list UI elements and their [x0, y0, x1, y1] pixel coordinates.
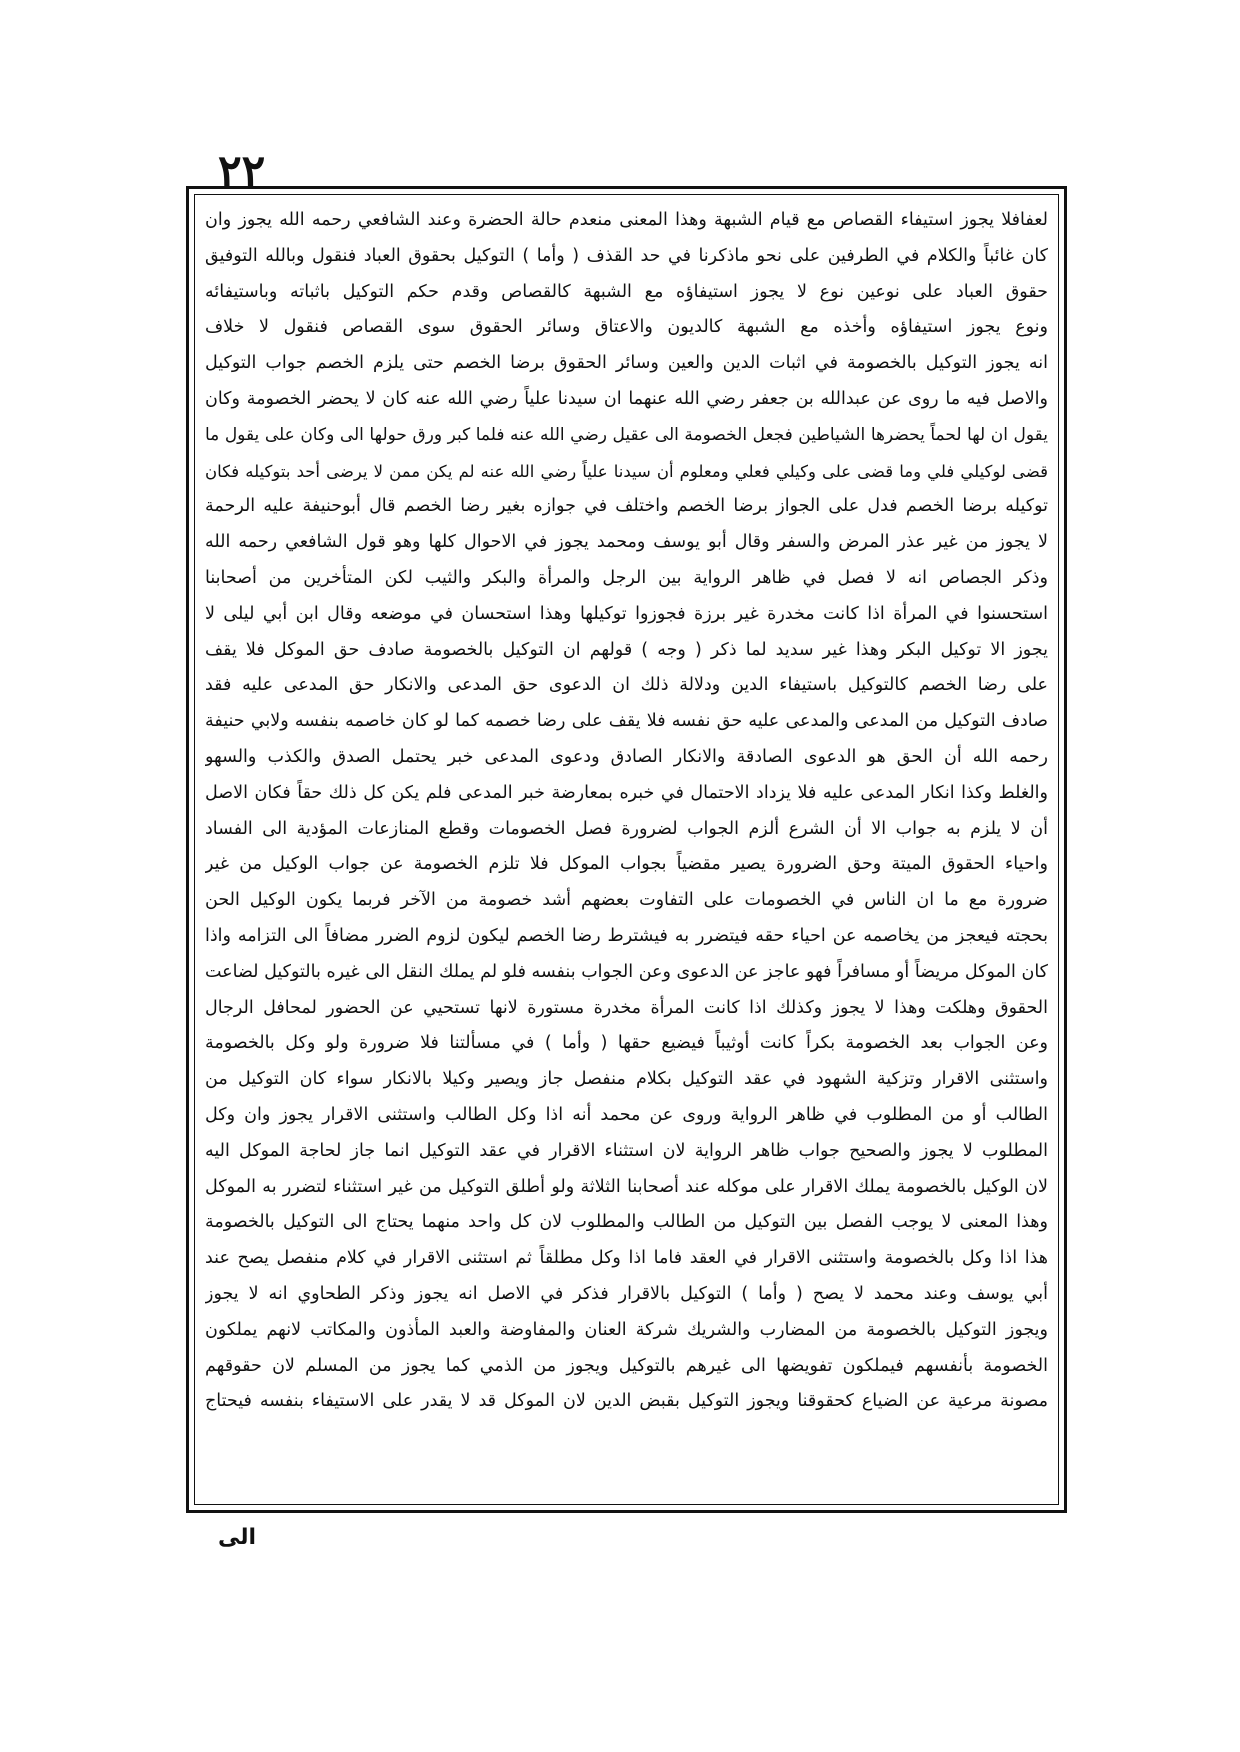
- text-line: كان غائباً والكلام في الطرفين على نحو ماذكرنا في حد القذف ( وأما ) التوكيل بحقوق العباد فنقول وبالله التوفيق: [205, 245, 1048, 266]
- text-line: رحمه الله أن الحق هو الدعوى الصادقة والانكار الصادق ودعوى المدعى خبر يحتمل الصدق والكذب والسهو: [205, 746, 1048, 767]
- text-line: أبي يوسف وعند محمد لا يصح ( وأما ) التوكيل بالاقرار فذكر في الاصل انه يجوز وذكر الطحاوي انه لا يجوز: [205, 1283, 1048, 1304]
- text-line: أن لا يلزم به جواب الا أن الشرع ألزم الجواب لضرورة فصل الخصومات وقطع المنازعات المؤدية الى الفساد: [205, 818, 1048, 839]
- body-text: [205, 203, 1048, 1420]
- text-line: استحسنوا في المرأة اذا كانت مخدرة غير برزة فجوزوا توكيلها وهذا استحسان في موضعه وقال ابن أبي ليلى لا: [205, 603, 1048, 624]
- text-line: واستثنى الاقرار وتزكية الشهود في عقد التوكيل بكلام منفصل جاز ويصير وكيلا بالانكار سواء كان التوكيل من: [205, 1069, 1048, 1090]
- text-line: لان الوكيل بالخصومة يملك الاقرار على موكله عند أصحابنا الثلاثة ولو أطلق التوكيل من غير استثناء لتضرر به الموكل: [205, 1176, 1048, 1197]
- text-line: وذكر الجصاص انه لا فصل في ظاهر الرواية بين الرجل والمرأة والبكر والثيب لكن المتأخرين من أصحابنا: [205, 567, 1048, 588]
- text-line: الحقوق وهلكت وهذا لا يجوز وكذلك اذا كانت المرأة مخدرة مستورة لانها تستحيي عن الحضور لمحافل الرجال: [205, 997, 1048, 1018]
- text-line: ونوع يجوز استيفاؤه وأخذه مع الشبهة كالديون والاعتاق وسائر الحقوق سوى القصاص فنقول لا خلاف: [205, 317, 1048, 338]
- text-line: بحجته فيعجز من يخاصمه عن احياء حقه فيتضرر به فيشترط رضا الخصم ليكون لزوم الضرر مضافاً الى التزامه واذا: [205, 925, 1048, 946]
- page-number: ٢٢: [218, 146, 266, 197]
- text-line: ضرورة مع ما ان الناس في الخصومات على التفاوت بعضهم أشد خصومة من الآخر فربما يكون الوكيل الحن: [205, 890, 1048, 911]
- text-frame: [186, 186, 1067, 1513]
- text-line: انه يجوز التوكيل بالخصومة في اثبات الدين والعين وسائر الحقوق برضا الخصم حتى يلزم الخصم جواب التوكيل: [205, 353, 1048, 374]
- text-line: المطلوب لا يجوز والصحيح جواب ظاهر الرواية لان استثناء الاقرار في عقد التوكيل انما جاز لحاجة الموكل اليه: [205, 1140, 1048, 1161]
- text-line: والاصل فيه ما روى عن عبدالله بن جعفر رضي الله عنهما ان سيدنا علياً رضي الله عنه كان لا يحضر الخصومة وكان: [205, 388, 1048, 409]
- text-frame-inner: [194, 194, 1059, 1505]
- text-line: ويجوز التوكيل بالخصومة من المضارب والشريك شركة العنان والمفاوضة والعبد المأذون والمكاتب لانهم يملكون: [205, 1319, 1048, 1340]
- text-line: على رضا الخصم كالتوكيل باستيفاء الدين ودلالة ذلك ان الدعوى حق المدعى والانكار حق المدعى عليه فقد: [205, 675, 1048, 696]
- text-line: هذا اذا وكل بالخصومة واستثنى الاقرار في العقد فاما اذا وكل مطلقاً ثم استثنى الاقرار في كلام منفصل يصح عند: [205, 1248, 1048, 1269]
- text-line: واحياء الحقوق الميتة وحق الضرورة يصير مقضياً بجواب الموكل فلا تلزم الخصومة عن جواب الوكيل من غير: [205, 854, 1048, 875]
- text-line: كان الموكل مريضاً أو مسافراً فهو عاجز عن الدعوى وعن الجواب بنفسه فلو لم يملك النقل الى غيره بالتوكيل لضاعت: [205, 961, 1048, 982]
- text-line: والغلط وكذا انكار المدعى عليه فلا يزداد الاحتمال في خبره بمعارضة خبر المدعى فلم يكن كل ذلك حقاً فكان الاصل: [205, 782, 1048, 803]
- text-line: توكيله برضا الخصم فدل على الجواز برضا الخصم واختلف في جوازه بغير رضا الخصم قال أبوحنيفة عليه الرحمة: [205, 496, 1048, 517]
- text-line: يجوز الا توكيل البكر وهذا غير سديد لما ذكر ( وجه ) قولهم ان التوكيل بالخصومة صادف حق الموكل فلا يقف: [205, 639, 1048, 660]
- text-line: الخصومة بأنفسهم فيملكون تفويضها الى غيرهم بالتوكيل ويجوز من الذمي كما يجوز من المسلم لان حقوقهم: [205, 1355, 1048, 1376]
- text-line: لعفافلا يجوز استيفاء القصاص مع قيام الشبهة وهذا المعنى منعدم حالة الحضرة وعند الشافعي رحمه الله يجوز وان: [205, 210, 1048, 230]
- text-line: صادف التوكيل من المدعى والمدعى عليه حق نفسه فلا يقف على رضا خصمه كما لو كان خاصمه بنفسه ولابي حنيفة: [205, 711, 1048, 732]
- text-line: الطالب أو من المطلوب في ظاهر الرواية وروى عن محمد أنه اذا وكل الطالب واستثنى الاقرار يجوز وان وكل: [205, 1104, 1048, 1125]
- text-line: يقول ان لها لحماً يحضرها الشياطين فجعل الخصومة الى عقيل رضي الله عنه فلما كبر ورق حولها الى وكان على يقول ما: [205, 424, 1048, 445]
- text-line: حقوق العباد على نوعين نوع لا يجوز استيفاؤه مع الشبهة كالقصاص وقدم حكم التوكيل باثباته وباستيفائه: [205, 281, 1048, 302]
- text-line: لا يجوز من غير عذر المرض والسفر وقال أبو يوسف ومحمد يجوز في الاحوال كلها وهو قول الشافعي رحمه الله: [205, 532, 1048, 553]
- text-line: مصونة مرعية عن الضياع كحقوقنا ويجوز التوكيل بقبض الدين لان الموكل قد لا يقدر على الاستيفاء بنفسه فيحتاج: [205, 1391, 1048, 1412]
- text-line: وعن الجواب بعد الخصومة بكراً كانت أوثيباً فيضيع حقها ( وأما ) في مسألتنا فلا ضرورة ولو وكل بالخصومة: [205, 1033, 1048, 1054]
- text-line: وهذا المعنى لا يوجب الفصل بين التوكيل من الطالب والمطلوب لان كل واحد منهما يحتاج الى التوكيل بالخصومة: [205, 1212, 1048, 1233]
- text-line: قضى لوكيلي فلي وما قضى على وكيلي فعلي ومعلوم أن سيدنا علياً رضي الله عنه لم يكن ممن لا يرضى أحد بتوكيله فكان: [205, 461, 1048, 481]
- catchword: الى: [218, 1525, 257, 1550]
